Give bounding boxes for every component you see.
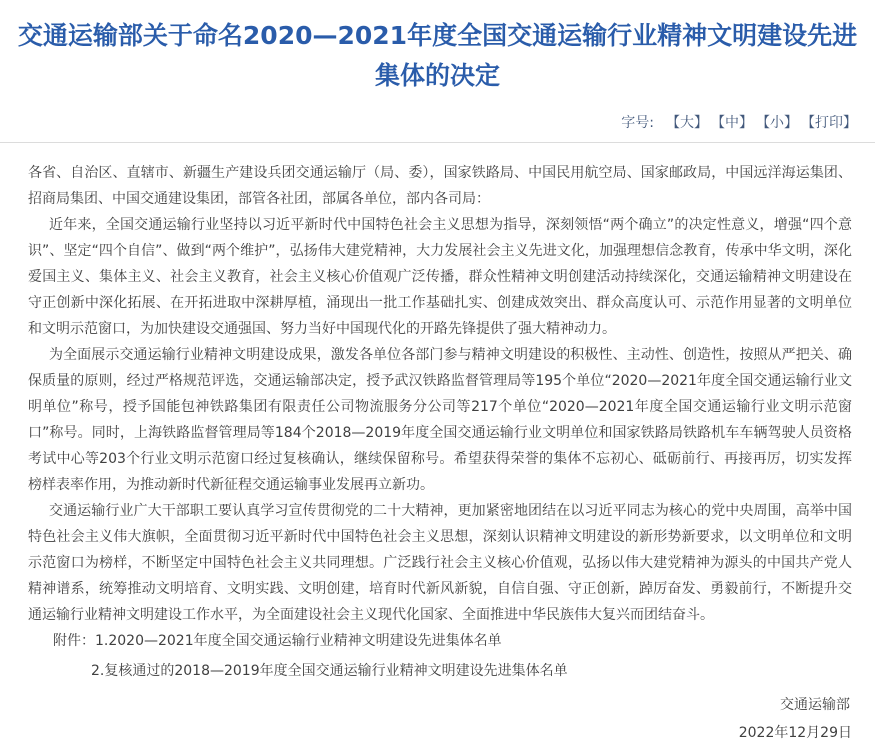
issue-date: 2022年12月29日 (738, 725, 852, 741)
document-header (0, 0, 875, 143)
page-title: 交通运输部关于命名2020—2021年度全国交通运输行业精神文明建设先进集体的决定 (17, 21, 858, 90)
body-paragraph-1: 近年来，全国交通运输行业坚持以习近平新时代中国特色社会主义思想为指导，深刻领悟“两个确立”的决定性意义，增强“四个意识”、坚定“四个自信”、做到“两个维护”，弘扬伟大建党精神，大力发展社会主义先进文化，加强理想信念教育，传承中华文明，深化爱国主义、集体主义、社会主义教育，社会主义核心价值观广泛传播，群众性精神文明创建活动持续深化，交通运输精神文明建设在守正创新中深化拓展、在开拓进取中深耕厚植，涌现出一批工作基础扎实、创建成效突出、群众高度认可、示范作用显著的文明单位和文明示范窗口，为加快建设交通强国、努力当好中国现代化的开路先锋提供了强大精神动力。 (28, 217, 852, 337)
salutation-paragraph: 各省、自治区、直辖市、新疆生产建设兵团交通运输厅（局、委），国家铁路局、中国民用航空局、国家邮政局，中国远洋海运集团、招商局集团、中国交通建设集团，部管各社团，部属各单位，部内各司局： (28, 165, 852, 207)
font-size-small-button[interactable]: 【小】 (763, 115, 798, 131)
issuer-signature: 交通运输部 (780, 697, 850, 713)
font-size-toolbar (14, 112, 861, 132)
attachment-line-1: 附件：1.2020—2021年度全国交通运输行业精神文明建设先进集体名单 (53, 633, 502, 649)
attachment-line-2: 2.复核通过的2018—2019年度全国交通运输行业精神文明建设先进集体名单 (91, 663, 568, 679)
font-size-large-button[interactable]: 【大】 (666, 115, 708, 131)
body-paragraph-3: 交通运输行业广大干部职工要认真学习宣传贯彻党的二十大精神，更加紧密地团结在以习近平同志为核心的党中央周围，高举中国特色社会主义伟大旗帜，全面贯彻习近平新时代中国特色社会主义思想，深刻认识精神文明建设的新形势新要求，以文明单位和文明示范窗口为榜样，不断坚定中国特色社会主义共同理想。广泛践行社会主义核心价值观，弘扬以伟大建党精神为源头的中国共产党人精神谱系，统筹推动文明培育、文明实践、文明创建，培育时代新风新貌，自信自强、守正创新，踔厉奋发、勇毅前行，不断提升交通运输行业精神文明建设工作水平，为全面建设社会主义现代化国家、全面推进中华民族伟大复兴而团结奋斗。 (28, 503, 852, 623)
print-button[interactable]: 【打印】 (808, 115, 857, 131)
attachments-section (28, 628, 852, 684)
font-size-label: 字号: (621, 115, 654, 131)
body-paragraph-2: 为全面展示交通运输行业精神文明建设成果，激发各单位各部门参与精神文明建设的积极性、主动性、创造性，按照从严把关、确保质量的原则，经过严格规范评选，交通运输部决定，授予武汉铁路监督管理局等195个单位“2020—2021年度全国交通运输行业文明单位”称号，授予国能包神铁路集团有限责任公司物流服务分公司等217个单位“2020—2021年度全国交通运输行业文明示范窗口”称号。同时，上海铁路监督管理局等184个2018—2019年度全国交通运输行业文明单位和国家铁路局铁路机车车辆驾驶人员资格考试中心等203个行业文明示范窗口经过复核确认，继续保留称号。希望获得荣誉的集体不忘初心、砥砺前行、再接再厉，切实发挥榜样表率作用，为推动新时代新征程交通运输事业发展再立新功。 (28, 347, 852, 493)
document-body (0, 143, 875, 744)
font-size-medium-button[interactable]: 【中】 (718, 115, 753, 131)
